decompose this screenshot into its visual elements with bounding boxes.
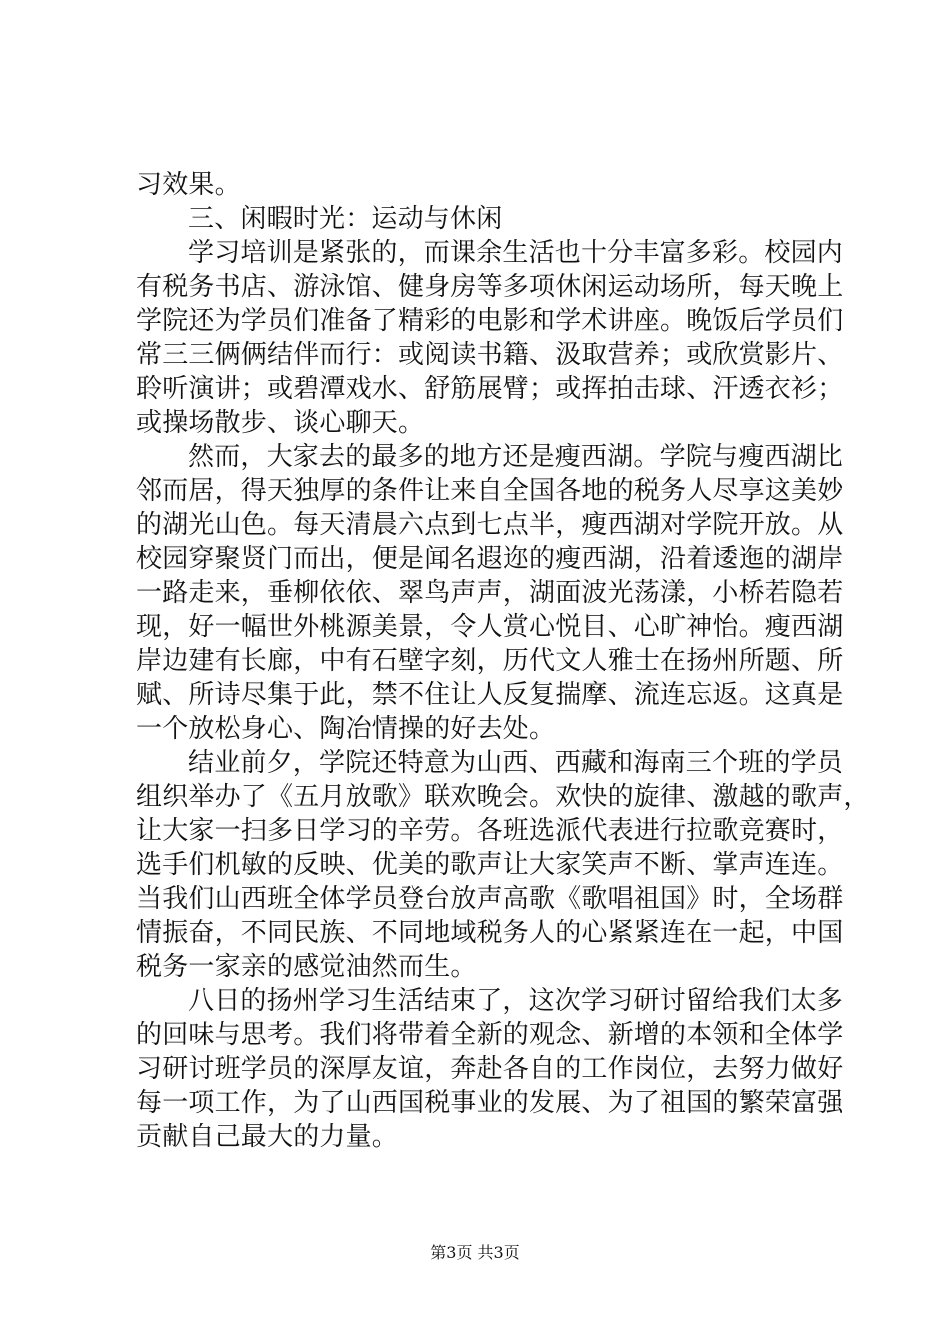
- text-line: 学习培训是紧张的，而课余生活也十分丰富多彩。校园内: [188, 238, 844, 268]
- text-line: 岸边建有长廊，中有石壁字刻，历代文人雅士在扬州所题、所: [136, 646, 844, 676]
- text-line: 学院还为学员们准备了精彩的电影和学术讲座。晚饭后学员们: [136, 306, 844, 336]
- text-line: 选手们机敏的反映、优美的歌声让大家笑声不断、掌声连连。: [136, 850, 844, 880]
- text-line: 情振奋，不同民族、不同地域税务人的心紧紧连在一起，中国: [136, 918, 844, 948]
- text-line: 然而，大家去的最多的地方还是瘦西湖。学院与瘦西湖比: [188, 442, 844, 472]
- text-line: 有税务书店、游泳馆、健身房等多项休闲运动场所，每天晚上: [136, 272, 844, 302]
- text-line: 当我们山西班全体学员登台放声高歌《歌唱祖国》时，全场群: [136, 884, 844, 914]
- section-heading: 三、闲暇时光：运动与休闲: [188, 204, 503, 234]
- text-line: 一个放松身心、陶冶情操的好去处。: [136, 714, 556, 744]
- text-line: 赋、所诗尽集于此，禁不住让人反复揣摩、流连忘返。这真是: [136, 680, 844, 710]
- text-line: 常三三俩俩结伴而行：或阅读书籍、汲取营养；或欣赏影片、: [136, 340, 844, 370]
- text-line: 的湖光山色。每天清晨六点到七点半，瘦西湖对学院开放。从: [136, 510, 844, 540]
- text-line: 一路走来，垂柳依依、翠鸟声声，湖面波光荡漾，小桥若隐若: [136, 578, 844, 608]
- text-line: 组织举办了《五月放歌》联欢晚会。欢快的旋律、激越的歌声，: [136, 782, 870, 812]
- page-number-footer: 第3页 共3页: [430, 1243, 520, 1262]
- text-line: 的回味与思考。我们将带着全新的观念、新增的本领和全体学: [136, 1020, 844, 1050]
- text-line: 每一项工作，为了山西国税事业的发展、为了祖国的繁荣富强: [136, 1088, 844, 1118]
- text-line: 税务一家亲的感觉油然而生。: [136, 952, 477, 982]
- text-line: 或操场散步、谈心聊天。: [136, 408, 425, 438]
- text-line: 现，好一幅世外桃源美景，令人赏心悦目、心旷神怡。瘦西湖: [136, 612, 844, 642]
- text-line: 邻而居，得天独厚的条件让来自全国各地的税务人尽享这美妙: [136, 476, 844, 506]
- text-line: 习效果。: [136, 170, 241, 200]
- text-line: 八日的扬州学习生活结束了，这次学习研讨留给我们太多: [188, 986, 844, 1016]
- text-line: 结业前夕，学院还特意为山西、西藏和海南三个班的学员: [188, 748, 844, 778]
- text-line: 校园穿聚贤门而出，便是闻名遐迩的瘦西湖，沿着逶迤的湖岸: [136, 544, 844, 574]
- text-line: 贡献自己最大的力量。: [136, 1122, 399, 1152]
- text-line: 聆听演讲；或碧潭戏水、舒筋展臂；或挥拍击球、汗透衣衫；: [136, 374, 844, 404]
- text-line: 让大家一扫多日学习的辛劳。各班选派代表进行拉歌竞赛时，: [136, 816, 844, 846]
- document-body: [136, 168, 870, 1154]
- text-line: 习研讨班学员的深厚友谊，奔赴各自的工作岗位，去努力做好: [136, 1054, 844, 1084]
